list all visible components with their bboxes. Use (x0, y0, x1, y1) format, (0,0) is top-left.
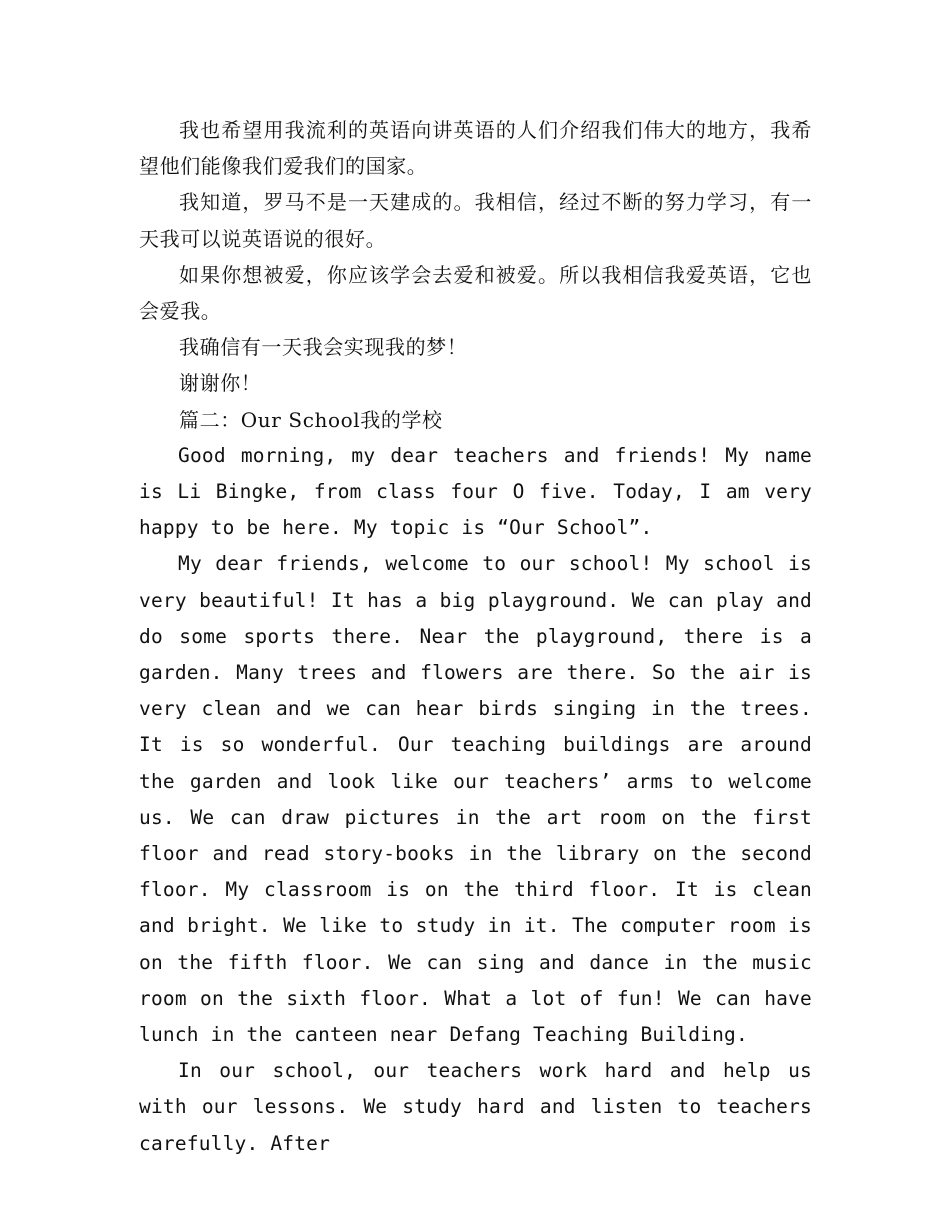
paragraph-realize-dream: 我确信有一天我会实现我的梦！ (179, 335, 468, 360)
paragraph-teachers-work-hard: In our school, our teachers work hard and help us with our lessons. We study hard and listen to teachers carefully. After (139, 1059, 812, 1155)
paragraph-introduce-country: 我也希望用我流利的英语向讲英语的人们介绍我们伟大的地方，我希望他们能像我们爱我们的国家。 (139, 118, 812, 179)
document-body (139, 112, 812, 1162)
paragraph-thank-you: 谢谢你！ (179, 371, 262, 396)
paragraph-greeting: Good morning, my dear teachers and friends! My name is Li Bingke, from class four O five. Today, I am very happy to be here. My topic is “Our School”. (139, 443, 812, 540)
section-heading-our-school: 篇二：Our School我的学校 (179, 407, 443, 432)
paragraph-love-english: 如果你想被爱，你应该学会去爱和被爱。所以我相信我爱英语，它也会爱我。 (139, 262, 812, 324)
paragraph-school-description: My dear friends, welcome to our school! My school is very beautiful! It has a big playground. We can play and do some sports there. Near the playground, there is a garden. Many trees and flowers are there. So the air is very clean and we can hear birds singing in the trees. It is so wonderful. Our teaching buildings are around the garden and look like our teachers’ arms to welcome us. We can draw pictures in the art room on the first floor and read story-books in the library on the second floor. My classroom is on the third floor. It is clean and bright. We like to study in it. The computer room is on the fifth floor. We can sing and dance in the music room on the sixth floor. What a lot of fun! We can have lunch in the canteen near Defang Teaching Building. (139, 552, 812, 1047)
paragraph-rome-not-built: 我知道，罗马不是一天建成的。我相信，经过不断的努力学习，有一天我可以说英语说的很好。 (139, 190, 812, 251)
